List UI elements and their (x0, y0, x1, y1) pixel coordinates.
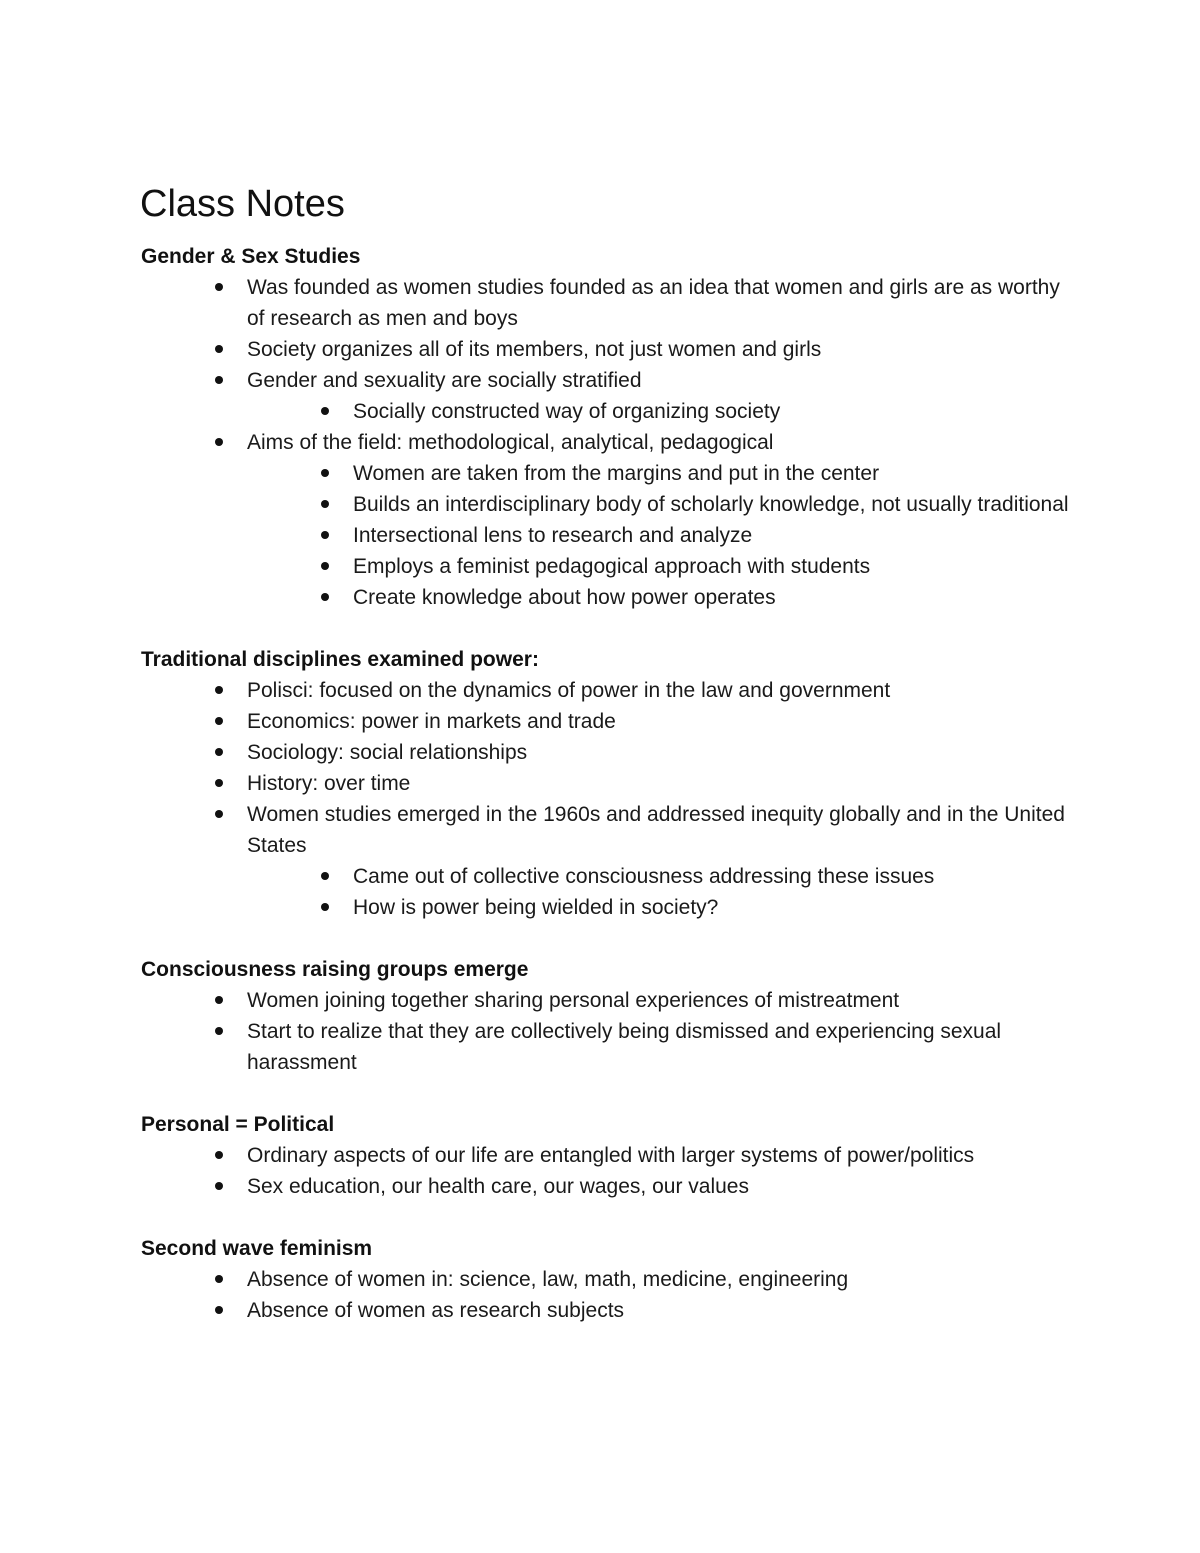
list-item-text: Gender and sexuality are socially stratified (247, 369, 642, 392)
list-item (141, 737, 1081, 768)
bullet-icon (215, 748, 223, 756)
sub-list-item (141, 396, 1081, 427)
list-item-text: Sex education, our health care, our wages, our values (247, 1175, 749, 1198)
bullet-icon (215, 686, 223, 694)
bullet-icon (215, 779, 223, 787)
notes-section (141, 1233, 1081, 1326)
list-item-text: Was founded as women studies founded as an idea that women and girls are as worthy of research as men and boys (247, 276, 1060, 330)
bullet-icon (321, 593, 329, 601)
list-item (141, 675, 1081, 706)
notes-body (141, 241, 1081, 1357)
sub-list-item (141, 520, 1081, 551)
list-item-text: Builds an interdisciplinary body of scholarly knowledge, not usually traditional (353, 493, 1069, 516)
list-item (141, 706, 1081, 737)
bullet-icon (215, 810, 223, 818)
list-item-text: Women joining together sharing personal experiences of mistreatment (247, 989, 900, 1012)
bullet-list (141, 985, 1081, 1078)
list-item-text: Socially constructed way of organizing society (353, 400, 781, 423)
list-item-text: History: over time (247, 772, 411, 795)
list-item-text: Women are taken from the margins and put in the center (353, 462, 880, 485)
list-item-text: Economics: power in markets and trade (247, 710, 616, 733)
list-item-text: Create knowledge about how power operates (353, 586, 776, 609)
section-heading: Traditional disciplines examined power: (141, 648, 539, 671)
bullet-icon (215, 1027, 223, 1035)
section-heading: Gender & Sex Studies (141, 245, 361, 268)
list-item (141, 1295, 1081, 1326)
list-item-text: Came out of collective consciousness addressing these issues (353, 865, 935, 888)
bullet-icon (215, 717, 223, 725)
bullet-list (141, 272, 1081, 613)
list-item (141, 427, 1081, 458)
sub-list-item (141, 861, 1081, 892)
list-item (141, 272, 1081, 334)
bullet-icon (321, 469, 329, 477)
section-heading: Consciousness raising groups emerge (141, 958, 529, 981)
sub-list-item (141, 892, 1081, 923)
list-item-text: Society organizes all of its members, not just women and girls (247, 338, 822, 361)
list-item-text: Absence of women in: science, law, math, medicine, engineering (247, 1268, 849, 1291)
sub-list-item (141, 551, 1081, 582)
notes-section (141, 644, 1081, 923)
sub-list-item (141, 458, 1081, 489)
bullet-icon (321, 562, 329, 570)
bullet-icon (215, 283, 223, 291)
bullet-list (141, 1140, 1081, 1202)
bullet-icon (321, 903, 329, 911)
section-heading: Second wave feminism (141, 1237, 373, 1260)
list-item (141, 1016, 1081, 1078)
bullet-icon (215, 1151, 223, 1159)
list-item (141, 1140, 1081, 1171)
bullet-icon (321, 872, 329, 880)
bullet-icon (321, 531, 329, 539)
list-item (141, 985, 1081, 1016)
sub-list-item (141, 582, 1081, 613)
list-item-text: Aims of the field: methodological, analytical, pedagogical (247, 431, 774, 454)
bullet-icon (215, 376, 223, 384)
list-item-text: Intersectional lens to research and analyze (353, 524, 753, 547)
bullet-list (141, 675, 1081, 923)
list-item-text: Women studies emerged in the 1960s and addressed inequity globally and in the United States (247, 803, 1065, 857)
list-item-text: Ordinary aspects of our life are entangled with larger systems of power/politics (247, 1144, 975, 1167)
list-item-text: Sociology: social relationships (247, 741, 528, 764)
page-title: Class Notes (140, 183, 345, 225)
list-item (141, 768, 1081, 799)
notes-section (141, 1109, 1081, 1202)
list-item (141, 334, 1081, 365)
bullet-icon (321, 407, 329, 415)
notes-section (141, 954, 1081, 1078)
section-heading: Personal = Political (141, 1113, 335, 1136)
list-item (141, 799, 1081, 861)
bullet-icon (215, 1182, 223, 1190)
bullet-icon (215, 345, 223, 353)
bullet-list (141, 1264, 1081, 1326)
notes-section (141, 241, 1081, 613)
bullet-icon (215, 438, 223, 446)
bullet-icon (321, 500, 329, 508)
list-item (141, 1171, 1081, 1202)
list-item-text: Start to realize that they are collectively being dismissed and experiencing sexual harassment (247, 1020, 1002, 1074)
list-item (141, 365, 1081, 396)
list-item-text: Polisci: focused on the dynamics of power in the law and government (247, 679, 891, 702)
list-item-text: How is power being wielded in society? (353, 896, 719, 919)
list-item (141, 1264, 1081, 1295)
bullet-icon (215, 1306, 223, 1314)
sub-list-item (141, 489, 1081, 520)
list-item-text: Absence of women as research subjects (247, 1299, 625, 1322)
bullet-icon (215, 996, 223, 1004)
list-item-text: Employs a feminist pedagogical approach with students (353, 555, 871, 578)
bullet-icon (215, 1275, 223, 1283)
